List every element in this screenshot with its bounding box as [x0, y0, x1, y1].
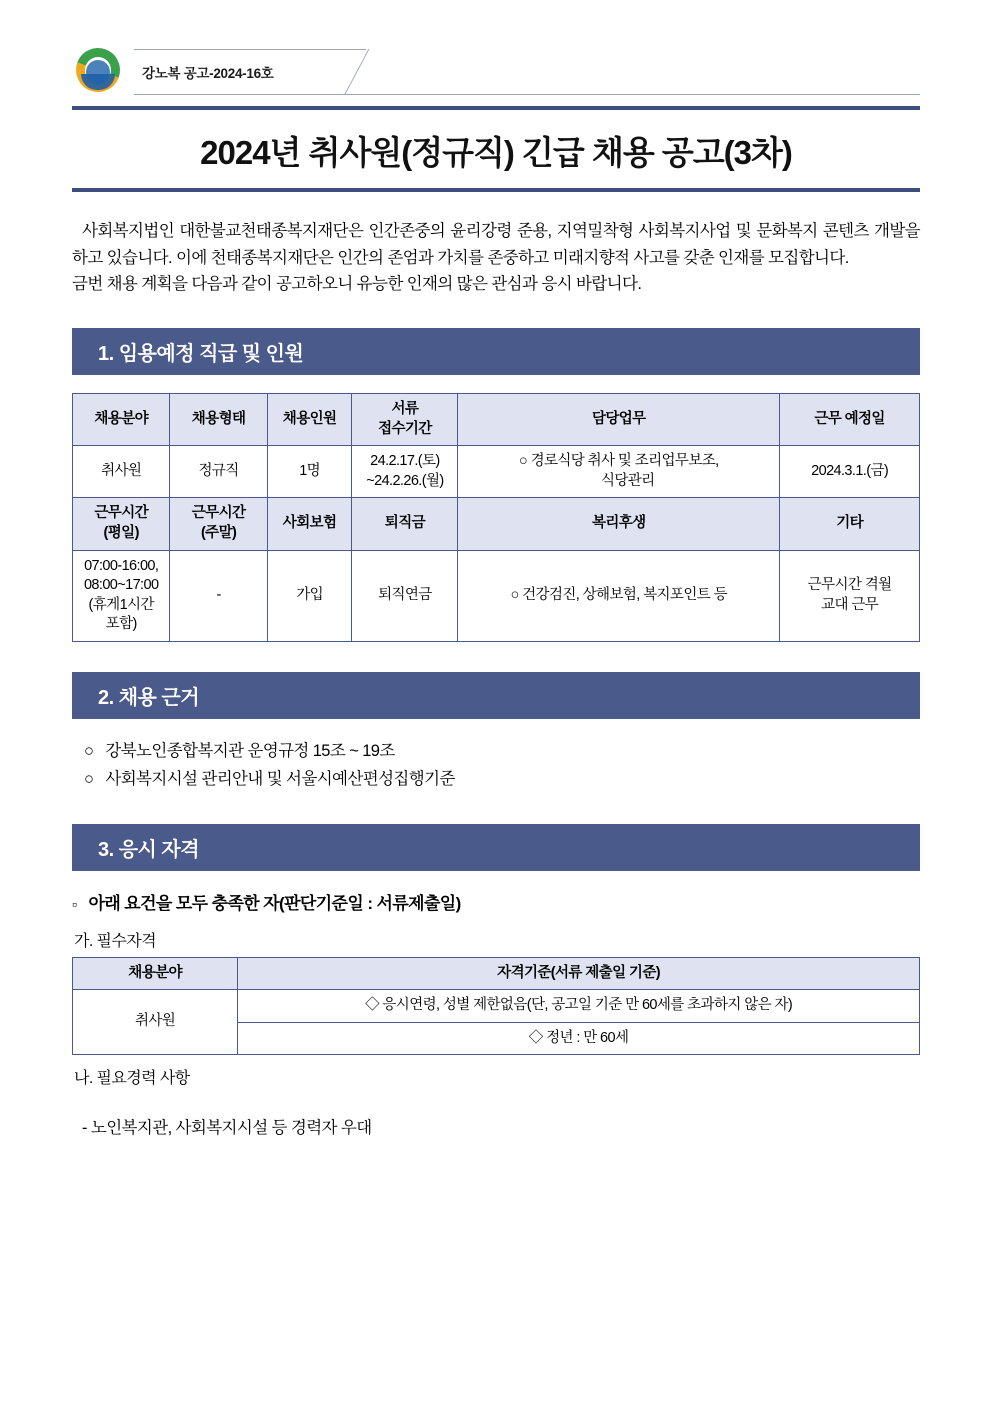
list-item [84, 765, 920, 793]
th-start-date: 근무 예정일 [780, 394, 920, 446]
th-insurance: 사회보험 [267, 498, 352, 550]
bullet-icon: ○ [84, 741, 94, 760]
cell-field: 취사원 [73, 446, 170, 498]
cell-duty-line2: 식당관리 [600, 472, 655, 489]
table-row [73, 446, 920, 498]
cell-qual-criteria-1: ◇ 응시연령, 성별 제한없음(단, 공고일 기준 만 60세를 초과하지 않은 자) [238, 990, 920, 1023]
weekday-line2: 08:00~17:00 [83, 577, 159, 594]
table-header-row-2 [73, 498, 920, 550]
subsection-b-label: 나. 필요경력 사항 [74, 1070, 190, 1088]
th-work-hours-weekend [170, 498, 267, 550]
th-type: 채용형태 [170, 394, 267, 446]
intro-paragraph-1: 사회복지법인 대한불교천태종복지재단은 인간존중의 윤리강령 준용, 지역밀착형 사회복지사업 및 문화복지 콘텐츠 개발을 하고 있습니다. 이에 천태종복지재단은 인간의 존엄과 가치를 존중하고 미래지향적 사고를 갖춘 인재를 모집합니다. [72, 222, 920, 267]
bullet-icon: ○ [84, 770, 94, 789]
legal-basis-list [72, 737, 920, 794]
etc-line2: 교대 근무 [821, 596, 879, 613]
etc-line1: 근무시간 격월 [807, 577, 892, 594]
recruitment-table [72, 393, 920, 642]
th-welfare: 복리후생 [458, 498, 780, 550]
table-row [73, 990, 920, 1023]
th-field: 채용분야 [73, 394, 170, 446]
cell-etc [780, 550, 920, 641]
th-etc: 기타 [780, 498, 920, 550]
weekday-line4: 포함) [105, 616, 137, 633]
section-heading-1: 1. 임용예정 직급 및 인원 [72, 328, 920, 375]
cell-type: 정규직 [170, 446, 267, 498]
cell-severance: 퇴직연금 [352, 550, 458, 641]
table-header-row [73, 957, 920, 990]
notice-number-tag [134, 49, 920, 95]
th-doc-period-line1: 서류 [391, 401, 419, 418]
cell-doc-period-line1: 24.2.17.(토) [370, 453, 440, 470]
intro-paragraphs [72, 218, 920, 298]
list-item-text: 사회복지시설 관리안내 및 서울시예산편성집행기준 [105, 770, 455, 789]
cell-start-date: 2024.3.1.(금) [780, 446, 920, 498]
th-severance: 퇴직금 [352, 498, 458, 550]
th-weekday-line1: 근무시간 [94, 505, 149, 522]
cell-qual-field: 취사원 [73, 990, 238, 1055]
title-rule-bottom [72, 188, 920, 192]
cell-work-hours-weekday [73, 550, 170, 641]
th-qual-criteria: 자격기준(서류 제출일 기준) [238, 957, 920, 990]
page-title: 2024년 취사원(정규직) 긴급 채용 공고(3차) [200, 134, 792, 171]
cell-welfare: ○ 건강검진, 상해보험, 복지포인트 등 [458, 550, 780, 641]
document-header [72, 0, 920, 92]
foundation-logo-icon [72, 46, 124, 98]
th-weekday-line2: (평일) [103, 524, 139, 541]
requirement-title [72, 889, 920, 914]
intro-paragraph-2: 금번 채용 계획을 다음과 같이 공고하오니 유능한 인재의 많은 관심과 응시 바랍니다. [72, 275, 642, 294]
square-bullet-icon: ▫ [72, 895, 77, 912]
th-work-hours-weekday [73, 498, 170, 550]
cell-work-hours-weekend: - [170, 550, 267, 641]
list-item [84, 737, 920, 765]
th-count: 채용인원 [267, 394, 352, 446]
cell-insurance: 가입 [267, 550, 352, 641]
th-duty: 담당업무 [458, 394, 780, 446]
section-heading-2: 2. 채용 근거 [72, 672, 920, 719]
subsection-a-label: 가. 필수자격 [74, 932, 156, 950]
th-qual-field: 채용분야 [73, 957, 238, 990]
cell-doc-period-line2: ~24.2.26.(월) [366, 472, 444, 489]
weekday-line3: (휴게1시간 [88, 596, 154, 613]
th-weekend-line2: (주말) [200, 524, 237, 541]
weekday-line1: 07:00-16:00, [84, 557, 159, 574]
experience-note: - 노인복지관, 사회복지시설 등 경력자 우대 [82, 1119, 372, 1138]
th-weekend-line1: 근무시간 [191, 505, 246, 522]
table-header-row [73, 394, 920, 446]
requirement-title-text: 아래 요건을 모두 충족한 자(판단기준일 : 서류제출일) [88, 893, 461, 913]
table-row [73, 550, 920, 641]
th-doc-period-line2: 접수기간 [378, 420, 432, 437]
cell-doc-period [352, 446, 458, 498]
cell-qual-criteria-2: ◇ 정년 : 만 60세 [238, 1022, 920, 1055]
notice-number-text: 강노복 공고-2024-16호 [142, 66, 274, 81]
cell-duty-line1: ○ 경로식당 취사 및 조리업무보조, [518, 453, 719, 470]
cell-duty [458, 446, 780, 498]
list-item-text: 강북노인종합복지관 운영규정 15조 ~ 19조 [105, 741, 395, 760]
cell-count: 1명 [267, 446, 352, 498]
th-doc-period [352, 394, 458, 446]
section-heading-3: 3. 응시 자격 [72, 824, 920, 871]
qualification-table [72, 957, 920, 1056]
